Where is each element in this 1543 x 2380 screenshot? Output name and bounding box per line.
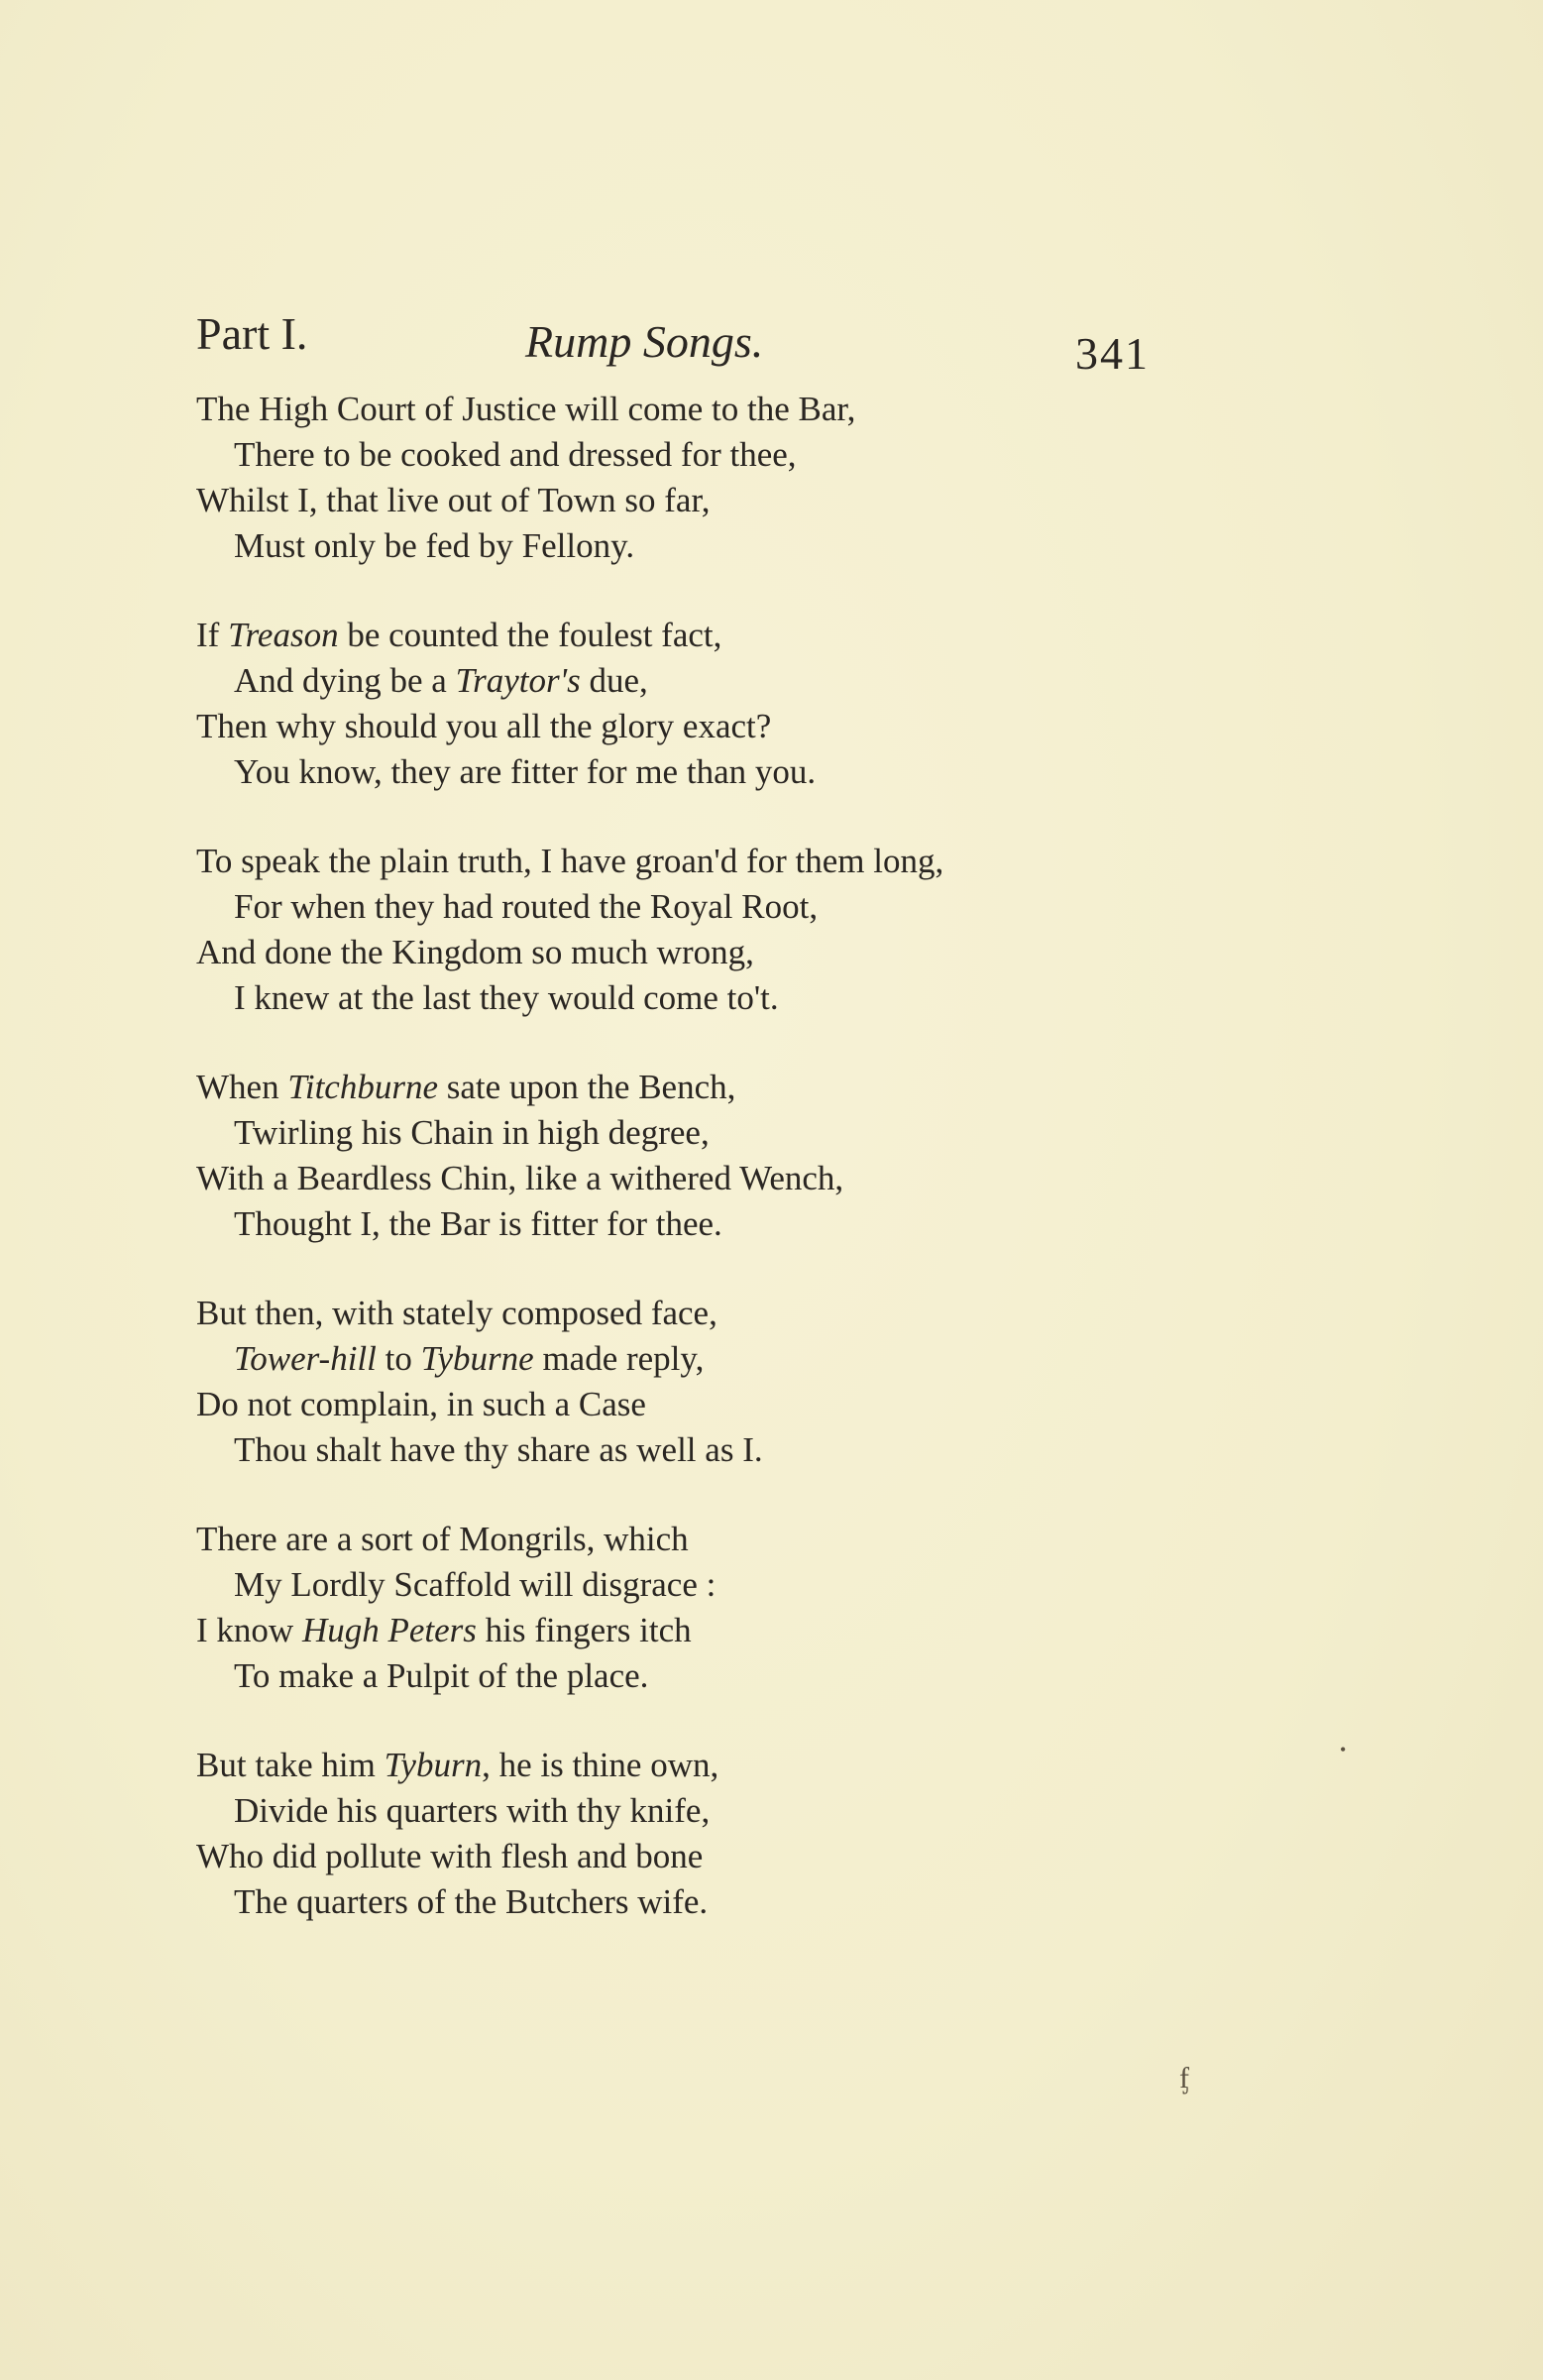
running-header (0, 297, 1543, 377)
running-title: Rump Songs. (525, 316, 764, 367)
poem-line: Twirling his Chain in high degree, (234, 1113, 710, 1152)
poem-line: My Lordly Scaffold will disgrace : (234, 1565, 716, 1604)
poem-line: Thought I, the Bar is fitter for thee. (234, 1204, 722, 1243)
poem-line: Do not complain, in such a Case (196, 1385, 646, 1423)
poem (0, 387, 1543, 1969)
poem-line: There to be cooked and dressed for thee, (234, 435, 797, 474)
poem-line: Divide his quarters with thy knife, (234, 1791, 711, 1830)
poem-line: I knew at the last they would come to't. (234, 978, 779, 1017)
poem-line: But take him Tyburn, he is thine own, (196, 1746, 719, 1784)
poem-line: The quarters of the Butchers wife. (234, 1882, 709, 1921)
poem-line: And done the Kingdom so much wrong, (196, 933, 754, 971)
poem-line: And dying be a Traytor's due, (234, 661, 648, 700)
poem-line: But then, with stately composed face, (196, 1294, 717, 1332)
italic-word: Hugh Peters (301, 1611, 477, 1649)
stanza (0, 1517, 1543, 1699)
ink-fleck: ᶂ (1179, 2062, 1189, 2095)
poem-line: You know, they are fitter for me than you. (234, 752, 817, 791)
poem-line: Thou shalt have thy share as well as I. (234, 1430, 763, 1469)
stanza (0, 613, 1543, 795)
poem-line: For when they had routed the Royal Root, (234, 887, 819, 926)
ink-spot: • (1340, 1740, 1347, 1759)
stanza (0, 387, 1543, 569)
poem-line: When Titchburne sate upon the Bench, (196, 1068, 736, 1106)
stanza (0, 1743, 1543, 1925)
poem-line: Must only be fed by Fellony. (234, 526, 635, 565)
italic-word: Tyburne (420, 1339, 534, 1378)
poem-line: To make a Pulpit of the place. (234, 1656, 649, 1695)
poem-line: Who did pollute with flesh and bone (196, 1837, 704, 1875)
stanza (0, 1291, 1543, 1473)
italic-word: Tower-hill (234, 1339, 377, 1378)
italic-word: Titchburne (287, 1068, 439, 1106)
poem-line: To speak the plain truth, I have groan'd for them long, (196, 842, 944, 880)
page-number: 341 (1075, 328, 1150, 379)
poem-line: I know Hugh Peters his fingers itch (196, 1611, 692, 1649)
poem-line: The High Court of Justice will come to the Bar, (196, 390, 856, 428)
poem-line: If Treason be counted the foulest fact, (196, 616, 722, 654)
poem-line: Then why should you all the glory exact? (196, 707, 772, 745)
poem-line: There are a sort of Mongrils, which (196, 1520, 689, 1558)
poem-line: Whilst I, that live out of Town so far, (196, 481, 711, 519)
poem-line: Tower-hill to Tyburne made reply, (234, 1339, 705, 1378)
italic-word: Traytor's (455, 661, 581, 700)
italic-word: Treason (228, 616, 339, 654)
italic-word: Tyburn (384, 1746, 483, 1784)
stanza (0, 1065, 1543, 1247)
poem-line: With a Beardless Chin, like a withered Wench, (196, 1159, 844, 1197)
part-label: Part I. (196, 308, 308, 359)
stanza (0, 839, 1543, 1021)
